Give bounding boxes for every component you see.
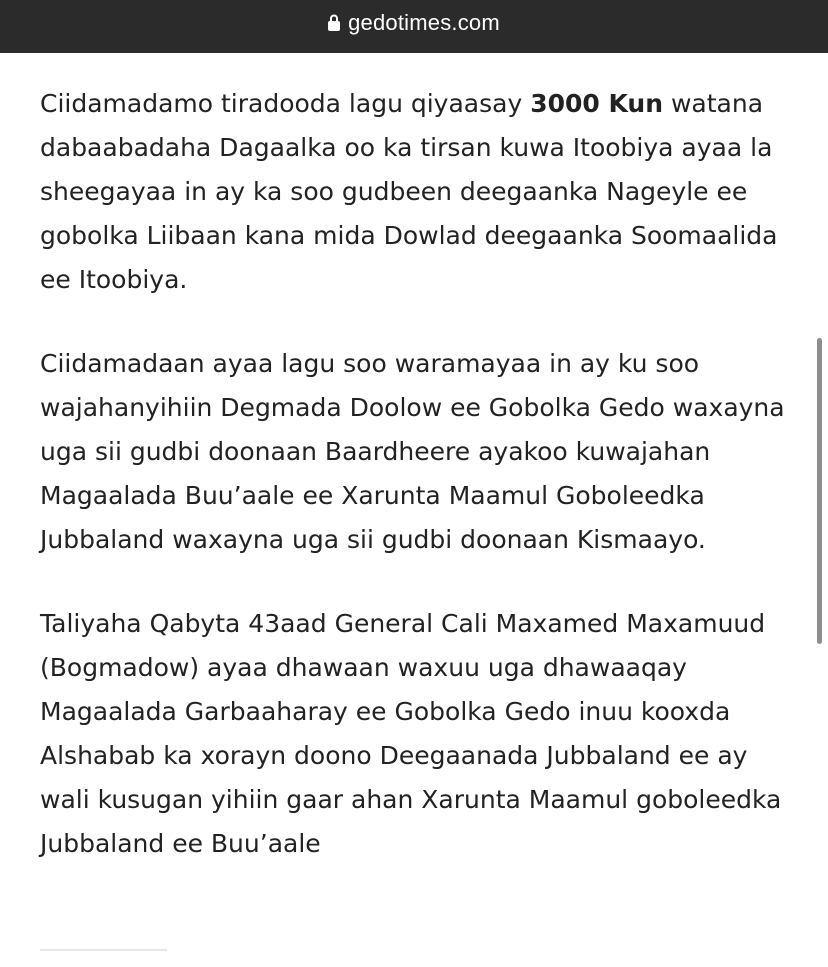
article-paragraph: Taliyaha Qabyta 43aad General Cali Maxamed Maxamuud (Bogmadow) ayaa dhawaan waxuu uga dhawaaqay Magaalada Garbaaharay ee Gobolka Gedo inuu kooxda Alshabab ka xorayn doono Deegaanada Jubbaland ee ay wali kusugan yihiin gaar ahan Xarunta Maamul goboleedka Jubbaland ee Buu’aale: [40, 609, 782, 858]
divider: [40, 949, 167, 951]
article-body: [40, 82, 790, 906]
article-paragraph: Ciidamadaan ayaa lagu soo waramayaa in ay ku soo wajahanyihiin Degmada Doolow ee Gobolka Gedo waxayna uga sii gudbi doonaan Baardheere ayakoo kuwajahan Magaalada Buu’aale ee Xarunta Maamul Goboleedka Jubbaland waxayna uga sii gudbi doonaan Kismaayo.: [40, 349, 785, 554]
paragraph-text: watana dabaabadaha Dagaalka oo ka tirsan kuwa Itoobiya ayaa la sheegayaa in ay ka soo gudbeen deegaanka Nageyle ee gobolka Liibaan kana mida Dowlad deegaanka Soomaalida ee Itoobiya.: [40, 89, 778, 294]
url-display[interactable]: [328, 10, 500, 36]
lock-icon: [328, 14, 340, 31]
url-text: gedotimes.com: [348, 9, 500, 35]
bold-figure: 3000 Kun: [530, 89, 664, 118]
article-paragraph: [40, 82, 790, 302]
scrollbar-thumb[interactable]: [817, 338, 822, 644]
browser-address-bar[interactable]: [0, 0, 828, 53]
paragraph-text: Ciidamadamo tiradooda lagu qiyaasay: [40, 89, 531, 118]
